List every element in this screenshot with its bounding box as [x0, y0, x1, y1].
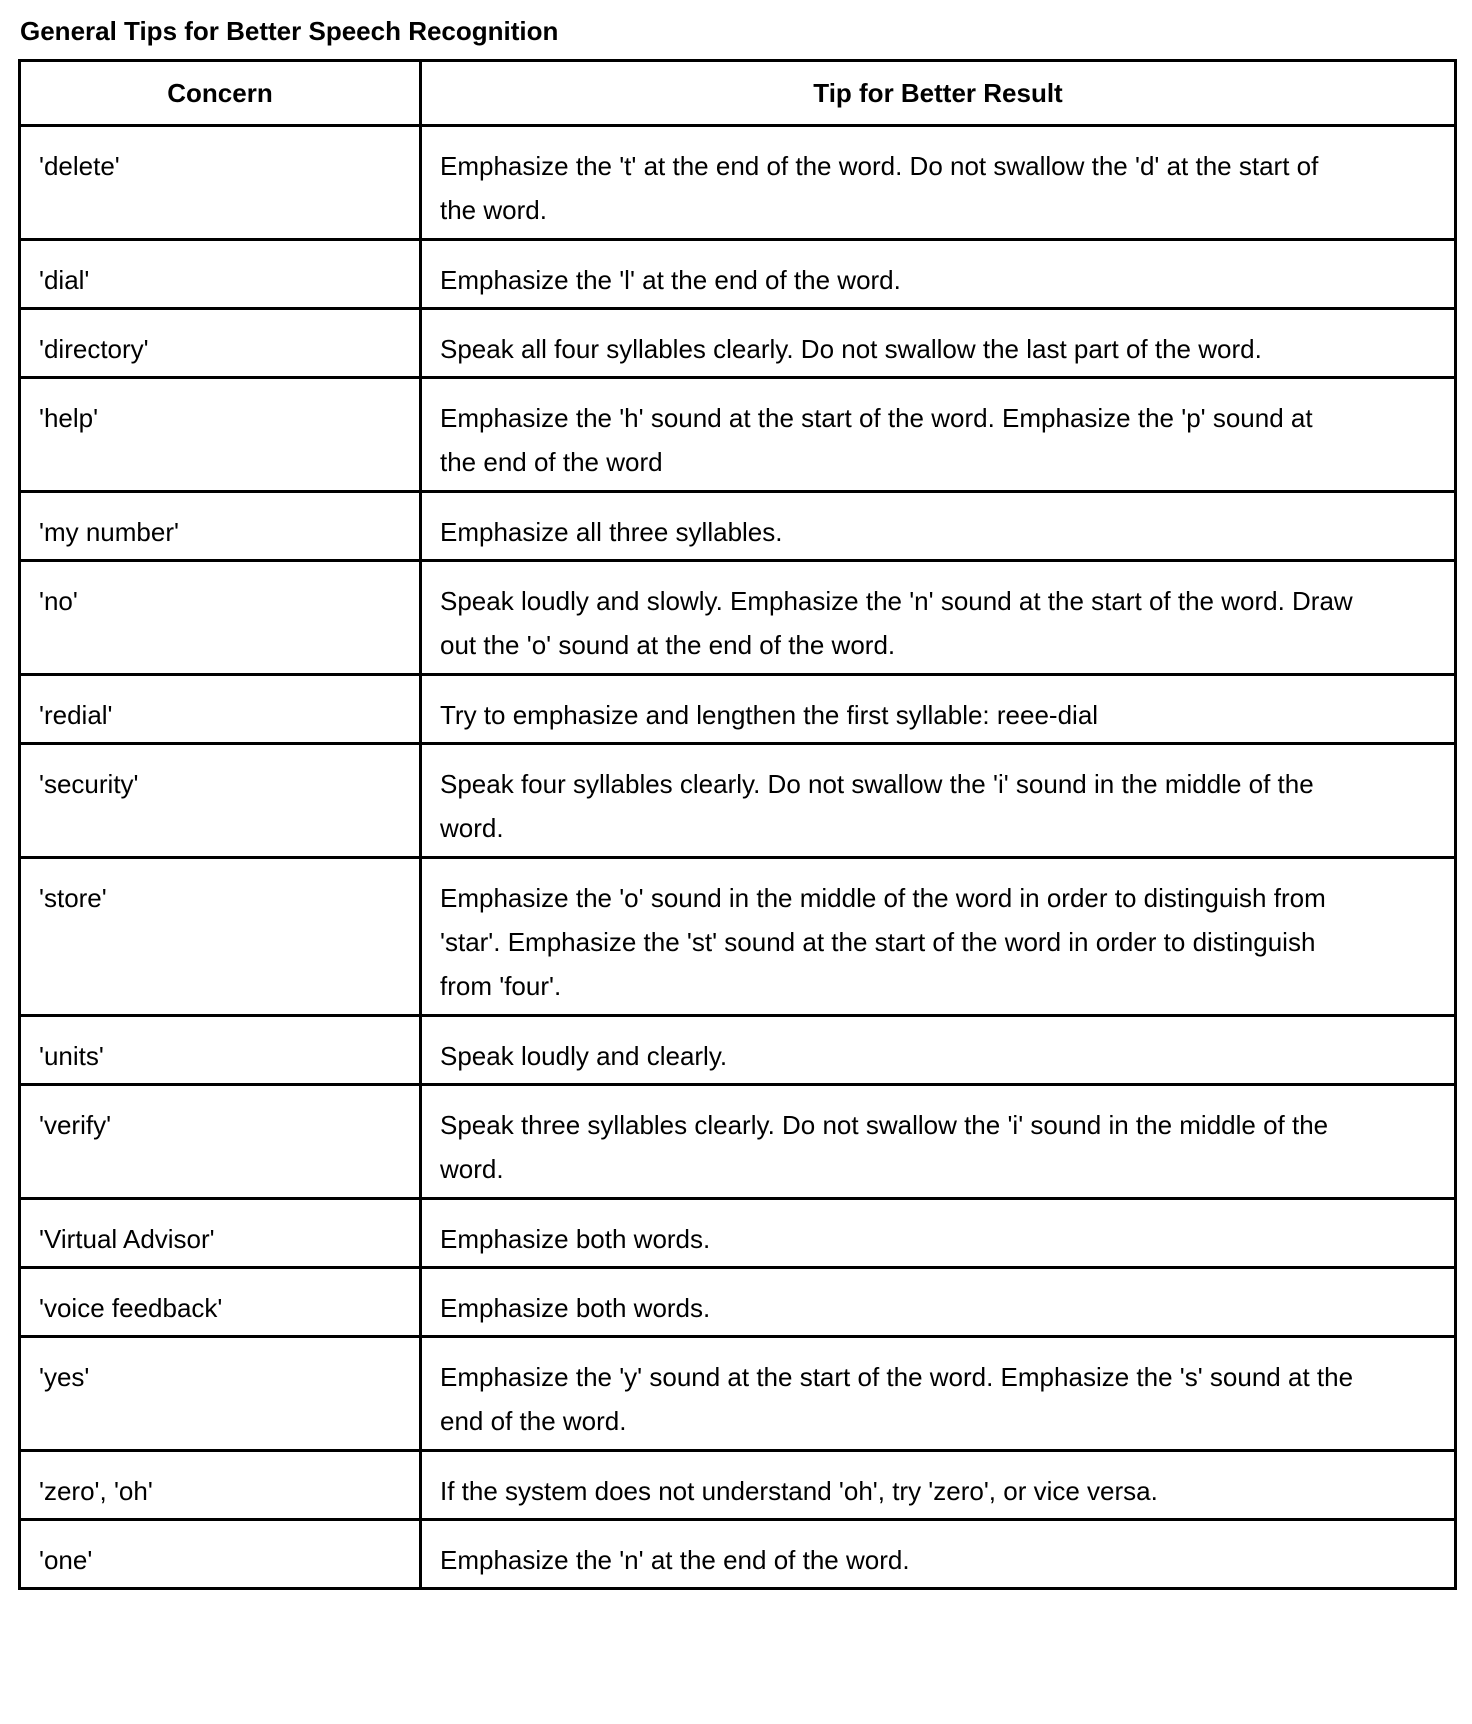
table-row [20, 1085, 1456, 1199]
tip-cell: If the system does not understand 'oh', try 'zero', or vice versa. [421, 1451, 1456, 1520]
tip-cell: Emphasize the 'y' sound at the start of the word. Emphasize the 's' sound at the end of the word. [421, 1337, 1456, 1451]
table-row [20, 309, 1456, 378]
tip-cell: Emphasize both words. [421, 1268, 1456, 1337]
concern-cell: 'Virtual Advisor' [20, 1199, 421, 1268]
concern-cell: 'voice feedback' [20, 1268, 421, 1337]
concern-cell: 'redial' [20, 675, 421, 744]
concern-cell: 'directory' [20, 309, 421, 378]
table-header-row [20, 61, 1456, 126]
table-row [20, 492, 1456, 561]
tip-cell: Emphasize the 'o' sound in the middle of the word in order to distinguish from 'star'. Emphasize the 'st' sound at the start of the word in order to distinguish from 'four'. [421, 858, 1456, 1016]
table-row [20, 1268, 1456, 1337]
tip-cell: Speak loudly and clearly. [421, 1016, 1456, 1085]
concern-cell: 'security' [20, 744, 421, 858]
speech-tips-table [18, 59, 1457, 1590]
table-row [20, 1451, 1456, 1520]
table-row [20, 1016, 1456, 1085]
table-row [20, 240, 1456, 309]
tip-cell: Emphasize the 'n' at the end of the word. [421, 1520, 1456, 1589]
tip-cell: Try to emphasize and lengthen the first syllable: reee-dial [421, 675, 1456, 744]
table-row [20, 1199, 1456, 1268]
table-row [20, 1520, 1456, 1589]
tip-cell: Emphasize the 'h' sound at the start of the word. Emphasize the 'p' sound at the end of the word [421, 378, 1456, 492]
tip-cell: Speak four syllables clearly. Do not swallow the 'i' sound in the middle of the word. [421, 744, 1456, 858]
tip-cell: Speak three syllables clearly. Do not swallow the 'i' sound in the middle of the word. [421, 1085, 1456, 1199]
tip-cell: Emphasize the 't' at the end of the word. Do not swallow the 'd' at the start of the word. [421, 126, 1456, 240]
table-row [20, 126, 1456, 240]
tip-cell: Speak all four syllables clearly. Do not swallow the last part of the word. [421, 309, 1456, 378]
table-row [20, 1337, 1456, 1451]
document-title: General Tips for Better Speech Recognition [20, 16, 559, 46]
column-header-tip: Tip for Better Result [421, 61, 1456, 126]
concern-cell: 'dial' [20, 240, 421, 309]
concern-cell: 'my number' [20, 492, 421, 561]
concern-cell: 'units' [20, 1016, 421, 1085]
concern-cell: 'help' [20, 378, 421, 492]
tip-cell: Emphasize the 'l' at the end of the word. [421, 240, 1456, 309]
concern-cell: 'store' [20, 858, 421, 1016]
concern-cell: 'zero', 'oh' [20, 1451, 421, 1520]
concern-cell: 'yes' [20, 1337, 421, 1451]
tip-cell: Emphasize all three syllables. [421, 492, 1456, 561]
concern-cell: 'delete' [20, 126, 421, 240]
concern-cell: 'no' [20, 561, 421, 675]
concern-cell: 'verify' [20, 1085, 421, 1199]
table-row [20, 378, 1456, 492]
table-row [20, 858, 1456, 1016]
table-row [20, 675, 1456, 744]
table-row [20, 744, 1456, 858]
concern-cell: 'one' [20, 1520, 421, 1589]
tip-cell: Speak loudly and slowly. Emphasize the 'n' sound at the start of the word. Draw out the 'o' sound at the end of the word. [421, 561, 1456, 675]
column-header-concern: Concern [20, 61, 421, 126]
table-row [20, 561, 1456, 675]
tip-cell: Emphasize both words. [421, 1199, 1456, 1268]
